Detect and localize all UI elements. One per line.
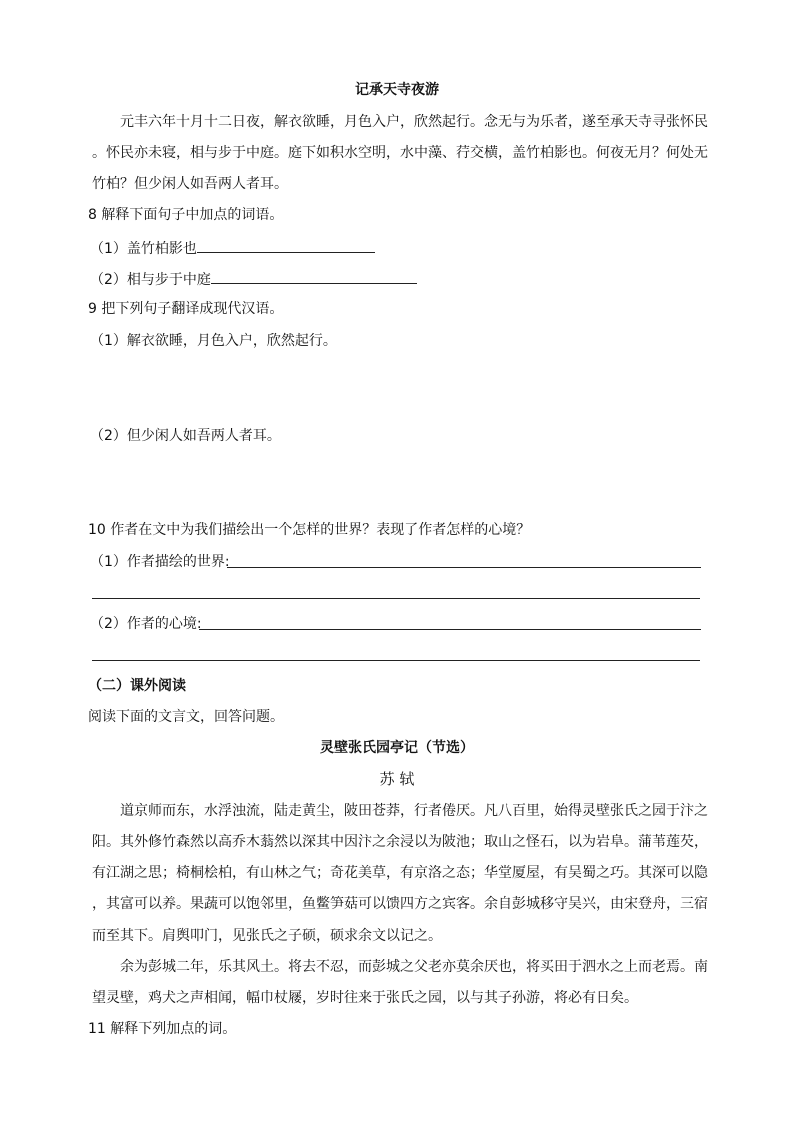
q8-prompt: 8 解释下面句子中加点的词语。: [88, 207, 284, 223]
q10-prompt: 10 作者在文中为我们描绘出一个怎样的世界？表现了作者怎样的心境？: [88, 522, 531, 538]
q10-answer-line-2a[interactable]: [199, 629, 701, 630]
q10-answer-line-1b[interactable]: [92, 598, 700, 599]
q9-prompt: 9 把下列句子翻译成现代汉语。: [88, 301, 284, 317]
q10-answer-line-1a[interactable]: [227, 567, 701, 568]
passage1-line-3: 竹柏？但少闲人如吾两人者耳。: [92, 176, 288, 192]
passage1-title: 记承天寺夜游: [355, 82, 439, 98]
q8-item-2: [90, 268, 417, 290]
q9-item-1: （1）解衣欲睡，月色入户，欣然起行。: [90, 333, 337, 349]
q11-prompt: 11 解释下列加点的词。: [88, 1021, 237, 1037]
q9-item-2: （2）但少闲人如吾两人者耳。: [90, 428, 281, 444]
q10-item-2: （2）作者的心境:: [90, 616, 202, 632]
passage2-line-3: 有江湖之思；椅桐桧柏，有山林之气；奇花美草，有京洛之态；华堂厦屋，有吴蜀之巧。其深可以隐: [92, 865, 708, 881]
passage2-line-4: ，其富可以养。果蔬可以饱邻里，鱼鳖笋菇可以馈四方之宾客。余自彭城移守吴兴，由宋登舟，三宿: [92, 896, 708, 912]
q8-item-2-text: （2）相与步于中庭: [90, 272, 211, 288]
q10-item-1: （1）作者描绘的世界:: [90, 554, 230, 570]
passage1-line-1: 元丰六年十月十二日夜，解衣欲睡，月色入户，欣然起行。念无与为乐者，遂至承天寺寻张怀民: [120, 114, 708, 130]
passage2-line-1: 道京师而东，水浮浊流，陆走黄尘，陂田苍莽，行者倦厌。凡八百里，始得灵壁张氏之园于汴之: [120, 803, 708, 819]
passage2-line-5: 而至其下。肩舆叩门，见张氏之子硕，硕求余文以记之。: [92, 928, 442, 944]
q8-item-1-text: （1）盖竹柏影也: [90, 241, 197, 257]
q8-answer-blank-2[interactable]: [211, 268, 417, 284]
passage2-author: 苏 轼: [379, 770, 415, 788]
q10-answer-line-2b[interactable]: [92, 660, 700, 661]
section2-heading: （二）课外阅读: [88, 678, 186, 694]
q8-item-1: [90, 237, 375, 259]
q8-answer-blank-1[interactable]: [197, 237, 375, 253]
passage2-title: 灵壁张氏园亭记（节选）: [320, 740, 474, 756]
section2-instruction: 阅读下面的文言文，回答问题。: [88, 709, 284, 725]
passage2-line-6: 余为彭城二年，乐其风土。将去不忍，而彭城之父老亦莫余厌也，将买田于泗水之上而老焉。南: [120, 959, 708, 975]
passage2-line-2: 阳。其外修竹森然以高乔木蓊然以深其中因汴之余浸以为陂池；取山之怪石，以为岩阜。蒲苇莲芡，: [92, 834, 708, 850]
passage2-line-7: 望灵壁，鸡犬之声相闻，幅巾杖屦，岁时往来于张氏之园，以与其子孙游，将必有日矣。: [92, 990, 638, 1006]
passage1-line-2: 。怀民亦未寝，相与步于中庭。庭下如积水空明，水中藻、荇交横，盖竹柏影也。何夜无月？何处无: [92, 145, 708, 161]
